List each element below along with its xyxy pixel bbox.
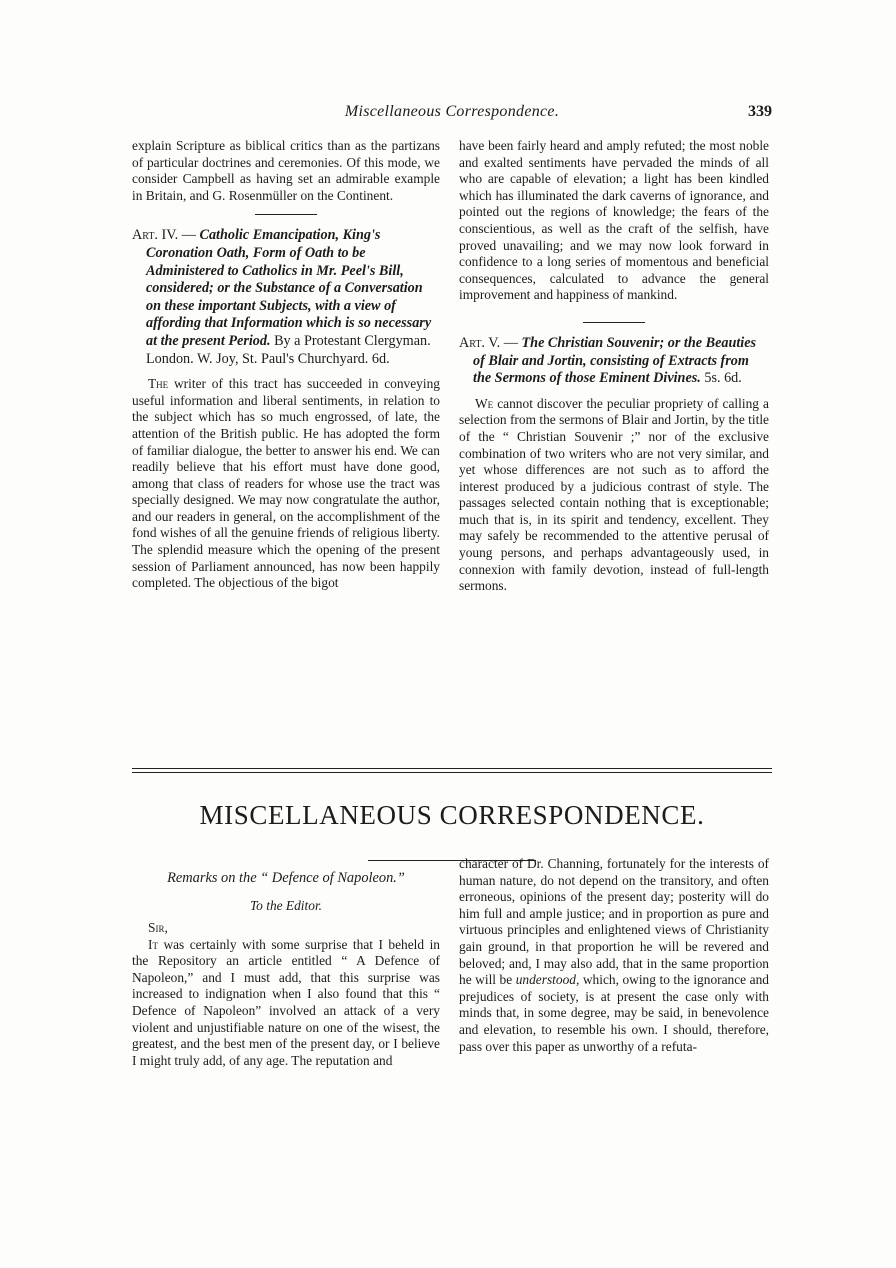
double-rule	[132, 768, 772, 774]
page-number: 339	[748, 103, 772, 120]
article-number: Art. IV. —	[132, 227, 200, 244]
article-heading-iv	[132, 227, 440, 368]
paragraph-text: writer of this tract has succeeded in conveying useful information and liberal sentiments, in relation to the subject which has so much engrossed, of late, the attention of the British public. He has adopted the form of familiar dialogue, the better to answer his end. We can readily believe that his effort must have done good, among that class of readers for whose use the tract was specially designed. We may now congratulate the author, and our readers in general, on the accomplishment of the fond wishes of all the genuine friends of religious liberty. The splendid measure which the opening of the present session of Parliament announced, has now been happily completed. The objectious of the bigot	[132, 376, 440, 591]
letter-heading: Remarks on the “ Defence of Napoleon.”	[167, 870, 405, 886]
article-heading-v	[459, 335, 769, 388]
first-word: The	[148, 376, 169, 392]
divider-rule	[255, 214, 317, 215]
paragraph: explain Scripture as biblical critics than as the partizans of particular doctrines and ceremonies. Of this mode, we consider Campbell as having set an admirable example in Britain, and G. Rosenmüller on the Continent.	[132, 138, 440, 203]
section-title: MISCELLANEOUS CORRESPONDENCE.	[199, 800, 705, 830]
column-right-bottom	[459, 856, 769, 1055]
running-title: Miscellaneous Correspondence.	[344, 103, 560, 120]
paragraph: have been fairly heard and amply refuted; the most noble and exalted sentiments have pervaded the minds of all who are capable of elevation; a light has been kindled which has illuminated the dark caverns of ignorance, and pointed out the regions of knowledge; the fears of the conscientious, as well as the craft of the selfish, have proved unavailing; and we may now look forward in confidence to a long series of momentous and beneficial consequences, calculated to advance the general improvement and happiness of mankind.	[459, 138, 769, 303]
article-number: Art. V. —	[459, 334, 522, 351]
first-word: We	[475, 395, 494, 411]
paragraph-text: character of Dr. Channing, fortunately for the interests of human nature, do not depend on the transitory, and often erroneous, opinions of the present day; posterity will do him full and ample justice; and in proportion as pure and virtuous principles and enlightened views of Christianity gain ground, in that proportion he will be revered and beloved; and, I may also add, that in the same proportion he will be	[459, 856, 769, 988]
paragraph-text: which, owing to the ignorance and prejudices of society, is at present the case only with minds that, in some degree, may be said, in benevolence and elevation, to resemble his own. I should, therefore, pass over this paper as unworthy of a refuta-	[459, 972, 769, 1054]
first-word: It	[148, 936, 158, 952]
article-price: 5s. 6d.	[700, 370, 742, 387]
column-right-top	[459, 138, 769, 595]
paragraph-text: was certainly with some surprise that I beheld in the Repository an article entitled “ A Defence of Napoleon,” and I must add, that this surprise was increased to indignation when I also found that this “ Defence of Napoleon” involved an attack of a very violent and unjustifiable nature on one of the wisest, the greatest, and the best men of the present day, or I believe I might truly add, of any age. The reputation and	[132, 936, 440, 1068]
paragraph	[132, 937, 440, 1070]
divider-rule	[583, 322, 645, 323]
article-title: The Christian Souvenir; or the Beauties of Blair and Jortin, consisting of Extracts from the Sermons of those Eminent Divines.	[473, 334, 757, 387]
column-left-bottom	[132, 870, 440, 1069]
article-publisher: By a Protestant Clergyman. London. W. Joy, St. Paul's Churchyard. 6d.	[146, 332, 431, 367]
letter-addressee: To the Editor.	[249, 897, 323, 913]
article-title: Catholic Emancipation, King's Coronation Oath, Form of Oath to be Administered to Catholics in Mr. Peel's Bill, considered; or the Substance of a Conversation on these important Subjects, with a view of affording that Information which is so necessary at the present Period.	[146, 227, 432, 349]
column-left-top	[132, 138, 440, 592]
paragraph	[459, 856, 769, 1055]
paragraph	[459, 396, 769, 595]
paragraph-text: cannot discover the peculiar propriety of calling a selection from the sermons of Blair and Jortin, by the title of the “ Christian Souvenir ;” nor of the exclusive combination of two writers who are not very similar, and yet whose differences are not such as to afford the interest produced by a judicious contrast of style. The passages selected contain nothing that is exceptionable; much that is, in its spirit and tendency, excellent. They may safely be recommended to the attentive perusal of young persons, and perhaps advantageously used, in connexion with family devotion, instead of full-length sermons.	[459, 395, 769, 594]
emphasis: understood,	[515, 972, 580, 988]
running-head	[132, 103, 772, 125]
salutation: Sir,	[148, 920, 168, 936]
paragraph	[132, 376, 440, 592]
